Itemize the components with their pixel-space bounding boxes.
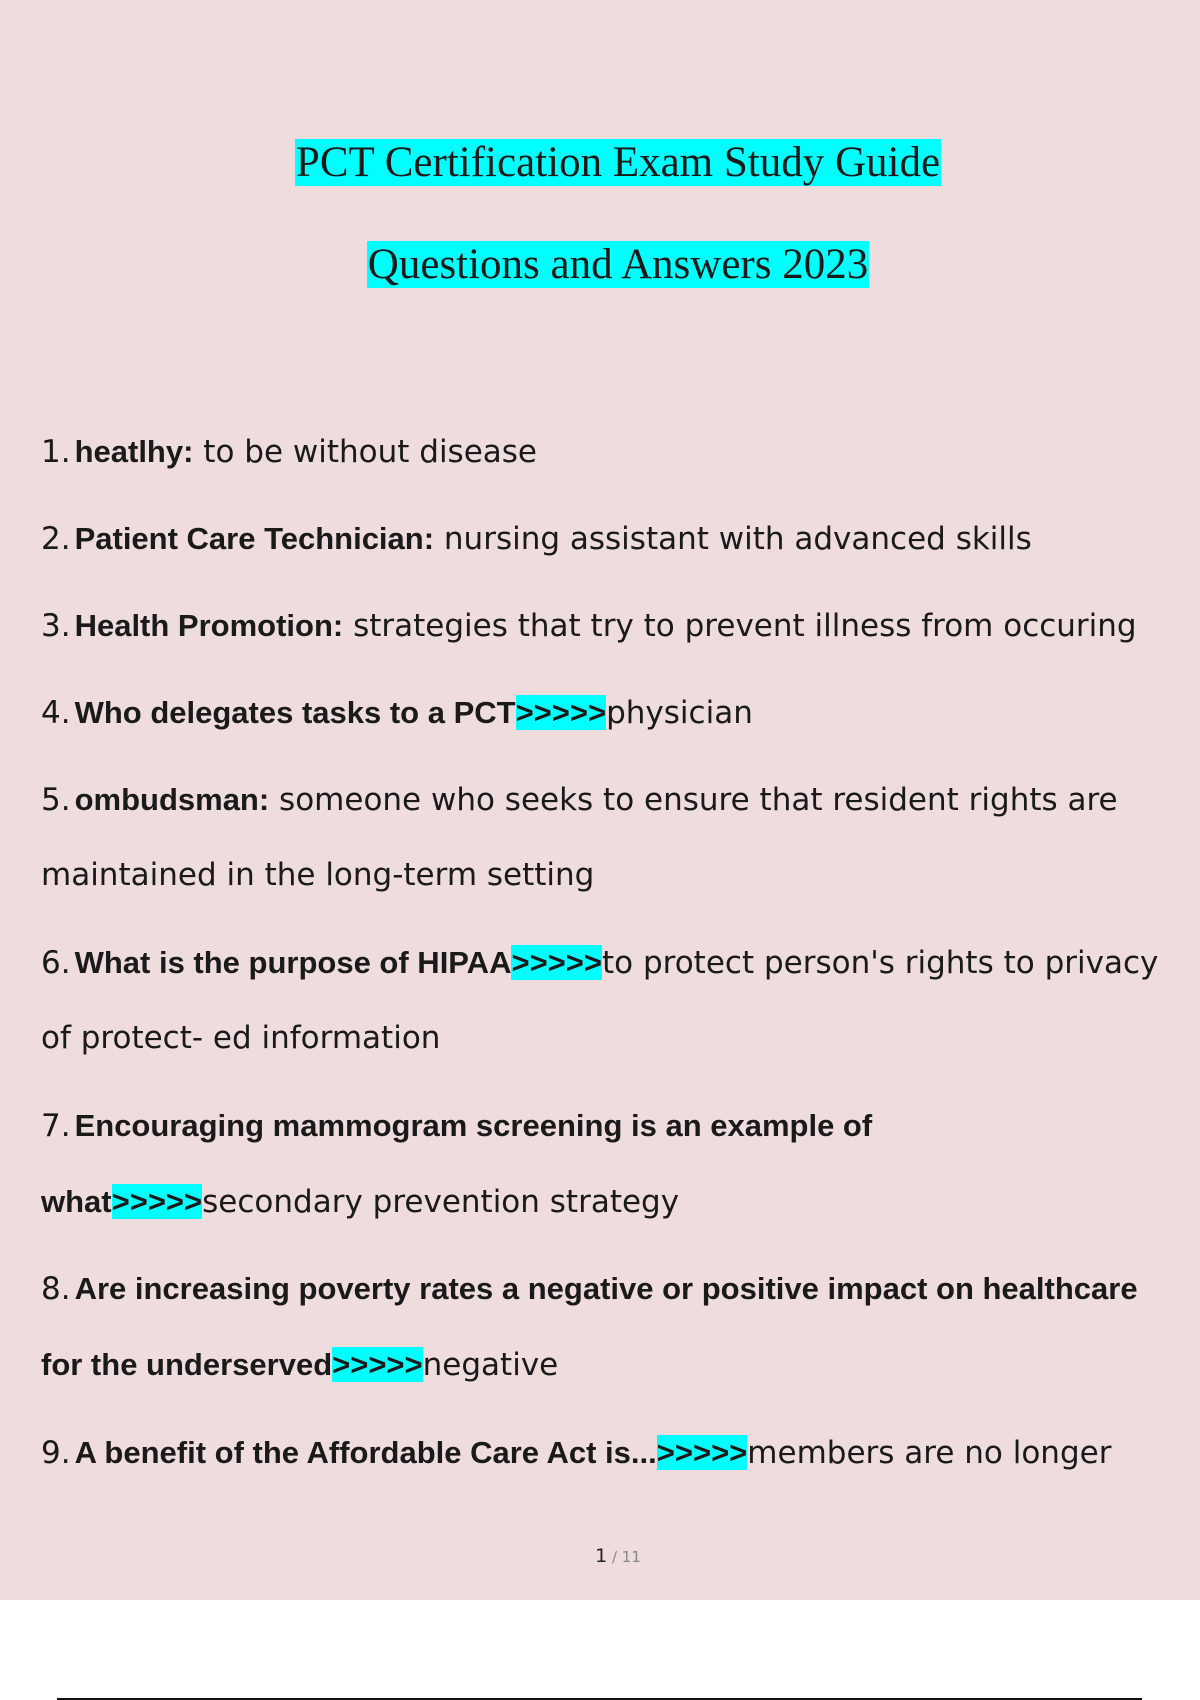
qa-term: ombudsman: bbox=[74, 782, 270, 817]
qa-number: 1. bbox=[41, 434, 71, 470]
qa-answer: someone who seeks to ensure that resident rights are maintained in the long-term setting bbox=[41, 782, 1118, 893]
qa-answer: physician bbox=[606, 695, 753, 731]
qa-item-2 bbox=[41, 501, 1186, 577]
qa-number: 7. bbox=[41, 1108, 71, 1144]
qa-term: Are increasing poverty rates a negative or positive impact on healthcare for the underserved bbox=[41, 1271, 1138, 1382]
qa-answer: members are no longer bbox=[747, 1435, 1112, 1471]
qa-answer: secondary prevention strategy bbox=[202, 1184, 680, 1220]
qa-answer: to be without disease bbox=[193, 434, 537, 470]
qa-answer: nursing assistant with advanced skills bbox=[434, 521, 1032, 557]
qa-term: Who delegates tasks to a PCT bbox=[74, 695, 516, 730]
qa-term: heatlhy: bbox=[74, 434, 194, 469]
qa-item-7 bbox=[41, 1088, 1186, 1240]
qa-term: Encouraging mammogram screening is an example of what bbox=[41, 1108, 873, 1219]
qa-item-1 bbox=[41, 414, 1186, 490]
answer-separator-highlight: >>>>> bbox=[656, 1435, 748, 1470]
qa-term: A benefit of the Affordable Care Act is... bbox=[74, 1435, 657, 1470]
document-title-line2: Questions and Answers 2023 bbox=[367, 241, 869, 288]
qa-answer: to protect person's rights to privacy of protect- ed information bbox=[41, 945, 1159, 1056]
qa-number: 3. bbox=[41, 608, 71, 644]
answer-separator-highlight: >>>>> bbox=[515, 695, 607, 730]
qa-item-8 bbox=[41, 1251, 1186, 1403]
qa-term: Patient Care Technician: bbox=[74, 521, 435, 556]
qa-number: 5. bbox=[41, 782, 71, 818]
qa-number: 8. bbox=[41, 1271, 71, 1307]
document-title-line1: PCT Certification Exam Study Guide bbox=[295, 139, 941, 186]
qa-item-5 bbox=[41, 762, 1186, 913]
qa-term: Health Promotion: bbox=[74, 608, 344, 643]
total-pages: 11 bbox=[621, 1548, 641, 1566]
qa-number: 4. bbox=[41, 695, 71, 731]
current-page-number: 1 bbox=[595, 1545, 608, 1567]
page-separator: / bbox=[607, 1548, 622, 1566]
answer-separator-highlight: >>>>> bbox=[111, 1184, 203, 1219]
qa-answer: negative bbox=[422, 1347, 559, 1383]
qa-number: 9. bbox=[41, 1435, 71, 1471]
qa-item-3 bbox=[41, 588, 1186, 664]
qa-item-9 bbox=[41, 1415, 1186, 1491]
answer-separator-highlight: >>>>> bbox=[332, 1347, 423, 1382]
qa-answer: strategies that try to prevent illness from occuring bbox=[343, 608, 1137, 644]
qa-number: 6. bbox=[41, 945, 71, 981]
qa-number: 2. bbox=[41, 521, 71, 557]
answer-separator-highlight: >>>>> bbox=[511, 945, 602, 980]
qa-item-4 bbox=[41, 675, 1186, 751]
qa-item-6 bbox=[41, 925, 1186, 1076]
qa-term: What is the purpose of HIPAA bbox=[74, 945, 512, 980]
page-indicator bbox=[0, 1545, 1200, 1567]
